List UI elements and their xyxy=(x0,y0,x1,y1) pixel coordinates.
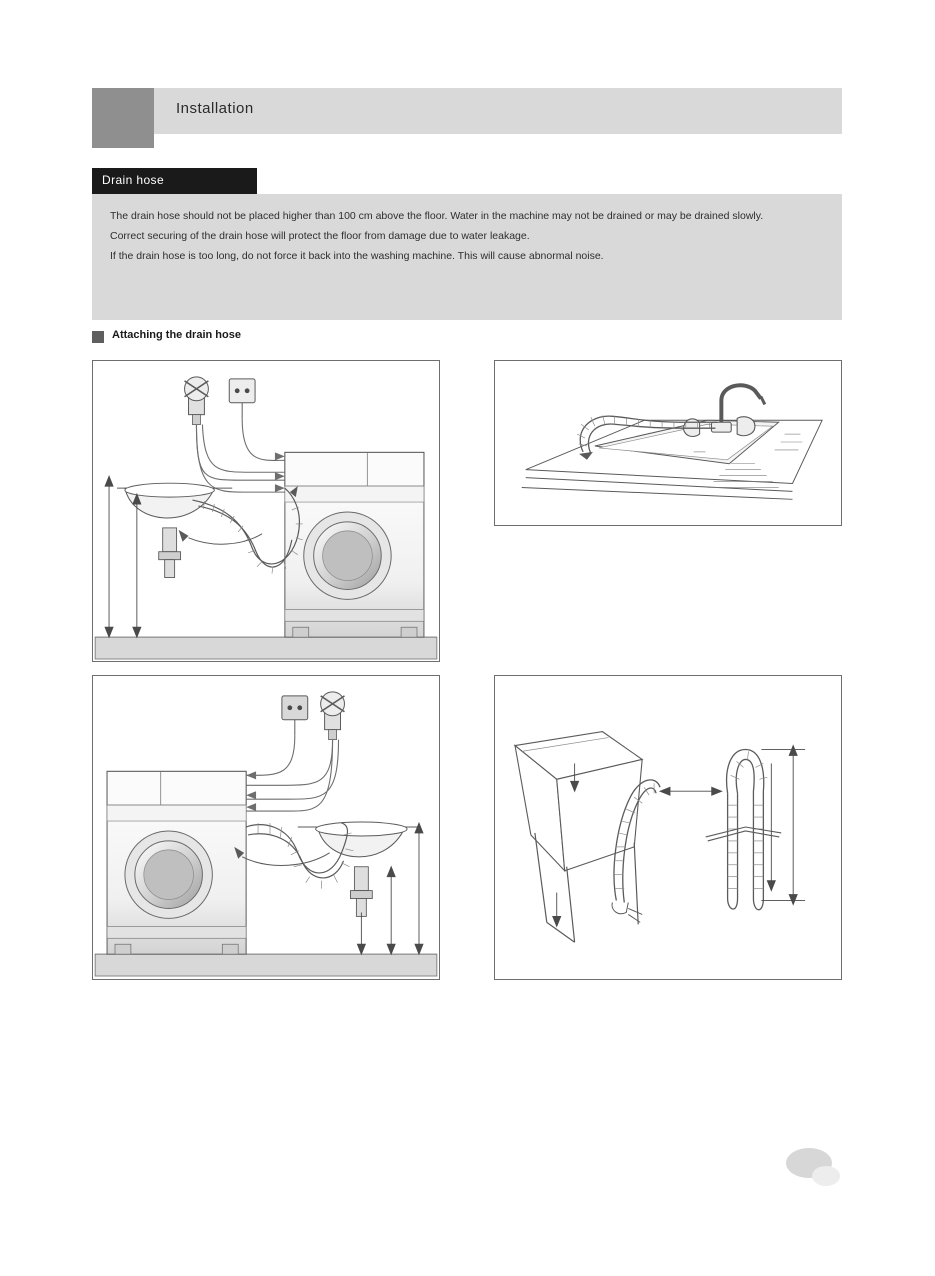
intro-paragraph: The drain hose should not be placed higher than 100 cm above the floor. Water in the machine may not be drained or may be drained slowly. xyxy=(110,210,764,222)
intro-paragraph: If the drain hose is too long, do not force it back into the washing machine. This will cause abnormal noise. xyxy=(110,250,604,262)
page-header-tab xyxy=(92,88,154,148)
dimension-lines xyxy=(105,476,141,637)
power-socket-icon xyxy=(282,696,308,736)
section-intro-text xyxy=(110,208,824,268)
bullet-heading-text: Attaching the drain hose xyxy=(112,329,241,341)
hose-strap xyxy=(706,827,782,841)
washing-machine-illustration xyxy=(285,452,424,637)
page-title: Installation xyxy=(176,100,254,117)
floor-band xyxy=(95,637,437,659)
figure-faucet-sink xyxy=(494,360,842,526)
sink-basin-illustration xyxy=(117,483,232,577)
laundry-tub-illustration xyxy=(515,732,642,871)
water-tap-icon xyxy=(321,692,345,740)
dimension-lines xyxy=(761,746,805,905)
intro-paragraph: Correct securing of the drain hose will protect the floor from damage due to water leakage. xyxy=(110,230,530,242)
figure-sink-left xyxy=(92,675,440,980)
footer-blob-small xyxy=(812,1166,840,1186)
figure-laundry-tub xyxy=(494,675,842,980)
hose-routing xyxy=(246,736,338,812)
hose-arrowheads xyxy=(246,771,256,811)
figure-sink-right xyxy=(92,360,440,662)
square-bullet-icon xyxy=(92,331,104,343)
water-tap-icon xyxy=(185,377,209,425)
faucet-illustration xyxy=(684,385,765,436)
hose-routing xyxy=(196,419,284,493)
power-socket-icon xyxy=(229,379,255,419)
section-tab-label: Drain hose xyxy=(102,173,165,187)
floor-band xyxy=(95,954,437,976)
footer-page-blob xyxy=(786,1148,842,1190)
sink-basin-illustration xyxy=(298,822,421,916)
hose-detail-ribs xyxy=(728,752,768,889)
drain-hose xyxy=(192,488,299,567)
washing-machine-illustration xyxy=(107,771,246,954)
